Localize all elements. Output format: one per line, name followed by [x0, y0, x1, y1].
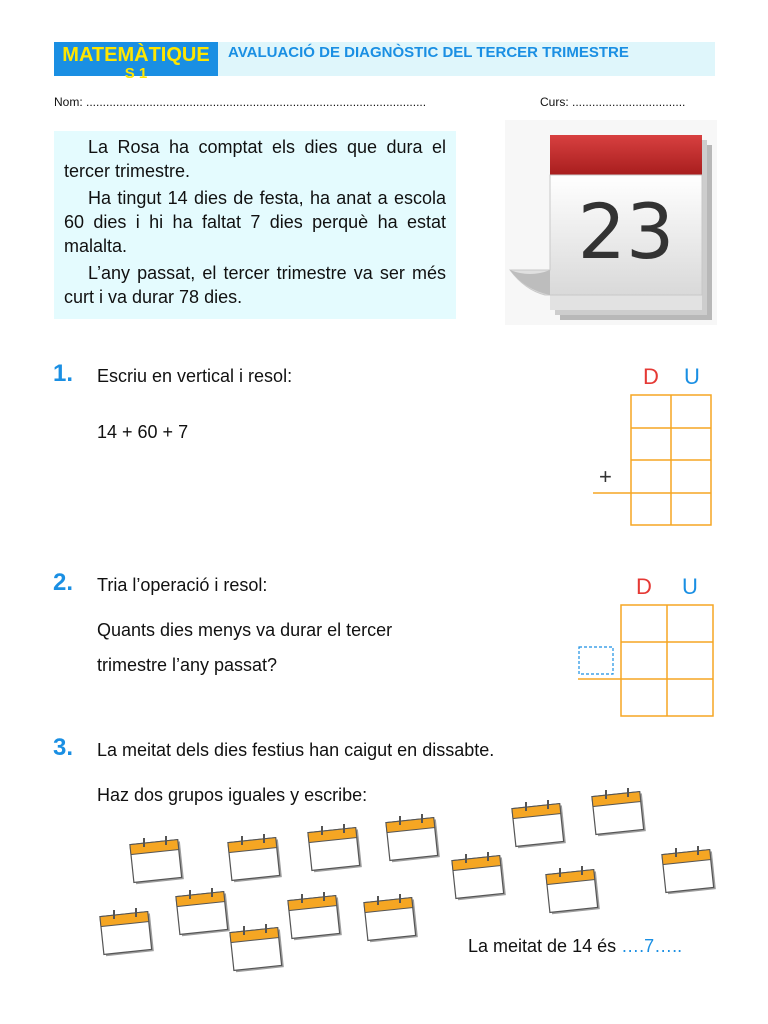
calendar-icon [512, 800, 566, 848]
subject-title-suffix: S 1 [124, 65, 148, 82]
question-2-text: Tria l’operació i resol: [97, 575, 268, 595]
answer-value[interactable]: ….7….. [621, 936, 683, 956]
question-1-expression: 14 + 60 + 7 [97, 422, 189, 442]
page-title: AVALUACIÓ DE DIAGNÒSTIC DEL TERCER TRIMESTRE [228, 44, 629, 61]
calendar-icon [364, 894, 418, 942]
calendar-icon [176, 888, 230, 936]
big-calendar-icon [505, 120, 717, 325]
question-3-number: 3. [53, 734, 74, 761]
calendar-icon [230, 924, 284, 972]
answer-prefix: La meitat de 14 és [468, 936, 617, 956]
question-3-instruction: Haz dos grupos iguales y escribe: [97, 785, 368, 805]
calendar-icon [130, 836, 184, 884]
calendar-day-number: 23 [577, 187, 675, 276]
calendar-icon [308, 824, 362, 872]
question-2-line-1: Quants dies menys va durar el tercer [97, 620, 393, 640]
calendar-icon [386, 814, 440, 862]
subject-title: MATEMÀTIQUE [62, 44, 210, 66]
question-3-text: La meitat dels dies festius han caigut en dissabte. [97, 740, 495, 760]
plus-sign: + [599, 464, 612, 489]
calendar-icon [452, 852, 506, 900]
story-box [54, 131, 456, 319]
calendar-icon [288, 892, 342, 940]
column-units-label-2: U [682, 574, 698, 599]
calendar-icons[interactable] [0, 780, 768, 990]
story-paragraph-2: Ha tingut 14 dies de festa, ha anat a escola 60 dies i hi ha faltat 7 dies perquè ha estat malalta. [64, 188, 446, 256]
question-1-number: 1. [53, 360, 74, 387]
calendar-icon [546, 866, 600, 914]
column-tens-label-2: D [636, 574, 652, 599]
story-paragraph-1: La Rosa ha comptat els dies que dura el tercer trimestre. [64, 137, 446, 181]
operation-grid[interactable] [575, 602, 717, 720]
question-1-text: Escriu en vertical i resol: [97, 366, 293, 386]
calendar-icon [662, 846, 716, 894]
column-units-label: U [684, 364, 700, 389]
class-field[interactable]: Curs: .................................. [540, 95, 686, 109]
calendar-icon [228, 834, 282, 882]
addition-grid[interactable] [590, 392, 716, 528]
calendar-icon [592, 788, 646, 836]
answer-line [468, 936, 682, 957]
question-2-line-2: trimestre l’any passat? [97, 655, 278, 675]
question-2-number: 2. [53, 569, 74, 596]
name-field[interactable]: Nom: ...................................................................................................... [54, 95, 427, 109]
column-tens-label: D [643, 364, 659, 389]
calendar-icon [100, 908, 154, 956]
operator-box [579, 647, 613, 674]
story-paragraph-3: L’any passat, el tercer trimestre va ser més curt i va durar 78 dies. [64, 263, 446, 307]
